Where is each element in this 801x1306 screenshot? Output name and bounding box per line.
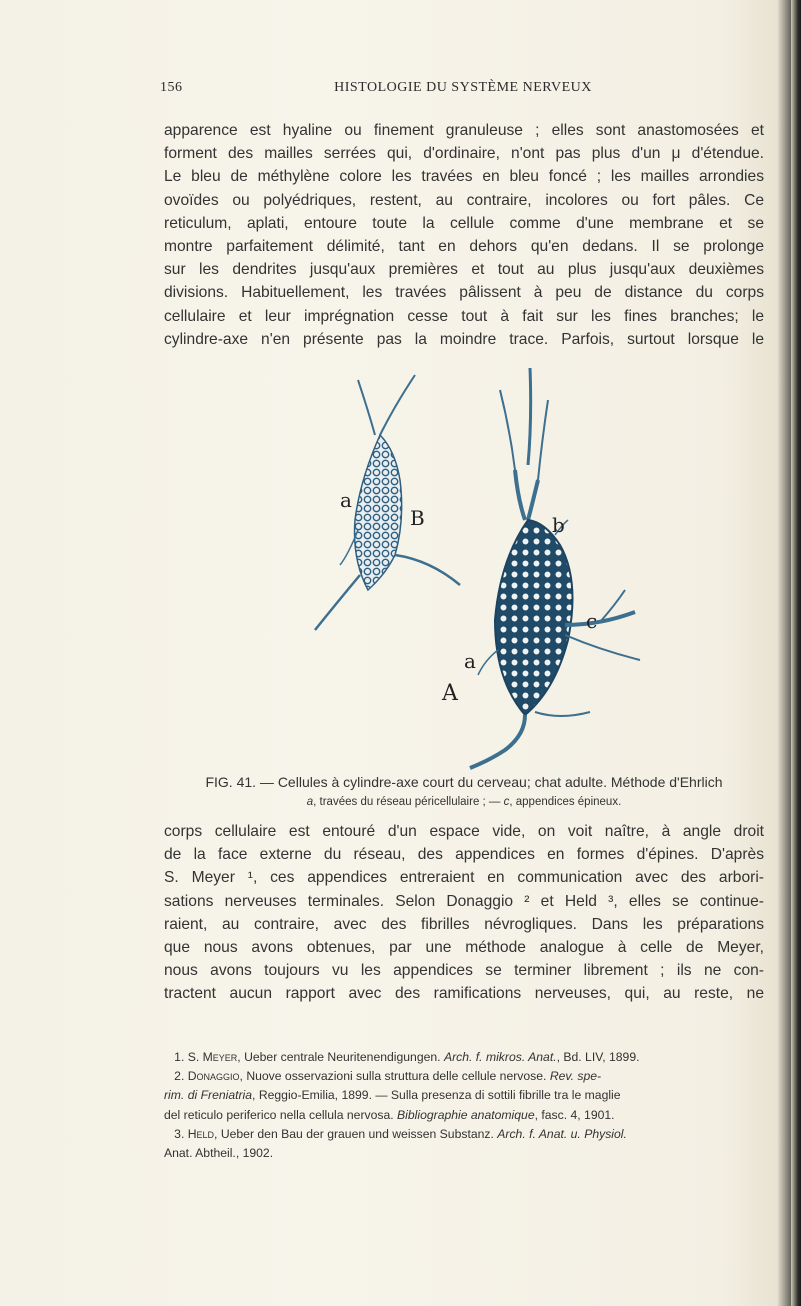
page-number: 156 <box>160 80 183 95</box>
footnote-text: del reticulo periferico nella cellula nervosa. <box>164 1107 398 1122</box>
footnote-text: , Ueber den Bau der grauen und weissen Substanz. <box>214 1126 498 1141</box>
footnote-3 <box>164 1125 764 1163</box>
text-line: sations nerveuses terminales. Selon Donaggio ² et Held ³, elles se continue- <box>164 892 764 910</box>
text-line: que nous avons obtenues, par une méthode analogue à celle de Meyer, <box>164 938 764 956</box>
footnote-number: 3. <box>174 1126 185 1141</box>
footnote-1 <box>164 1048 764 1067</box>
paragraph-top <box>164 119 764 351</box>
footnote-number: 1. <box>174 1050 185 1064</box>
footnote-tail: Anat. Abtheil., 1902. <box>164 1146 274 1161</box>
footnote-author: Donaggio <box>187 1069 240 1084</box>
page-edge-shadow <box>791 0 801 1306</box>
text-line: apparence est hyaline ou finement granuleuse ; elles sont anastomosées et <box>164 122 764 139</box>
footnote-text: , Reggio-Emilia, 1899. — Sulla presenza di sottili fibrille tra le maglie <box>252 1088 621 1103</box>
text-line: sur les dendrites jusqu'aux premières et tout au plus jusqu'aux deuxièmes <box>164 261 764 279</box>
label-c: c <box>586 609 598 633</box>
text-line: corps cellulaire est entouré d'un espace vide, on voit naître, à angle droit <box>164 823 764 840</box>
caption-a-text: , travées du réseau péricellulaire ; — <box>313 796 504 808</box>
footnote-text: , Nuove osservazioni sulla struttura delle cellule nervose. <box>239 1069 550 1084</box>
footnote-2 <box>164 1067 764 1125</box>
footnote-journal: rim. di Freniatria <box>164 1088 253 1103</box>
text-line: cellulaire et leur imprégnation cesse tout à fait sur les fines branches; le <box>164 307 764 325</box>
label-a-left: a <box>340 488 352 512</box>
footnote-journal: Arch. f. mikros. Anat. <box>443 1050 557 1064</box>
caption-c-letter: c <box>503 796 510 808</box>
label-A: A <box>442 681 458 706</box>
footnote-tail: , fasc. 4, 1901. <box>534 1107 615 1122</box>
label-B: B <box>410 506 425 530</box>
cell-a <box>470 368 640 768</box>
text-line: reticulum, aplati, entoure toute la cellule comme d'une membrane et se <box>164 214 764 232</box>
text-line: tractent aucun rapport avec des ramifications nerveuses, qui, au reste, ne <box>164 985 764 1003</box>
footnote-author: S. Meyer <box>187 1050 238 1064</box>
text-line: Le bleu de méthylène colore les travées en bleu foncé ; les mailles arrondies <box>164 168 764 186</box>
footnote-journal: Bibliographie anatomique <box>397 1107 535 1122</box>
caption-main: FIG. 41. — Cellules à cylindre-axe court du cerveau; chat adulte. Méthode d'Ehrlich <box>205 774 723 790</box>
footnotes <box>164 1048 764 1163</box>
text-line: divisions. Habituellement, les travées pâlissent à peu de distance du corps <box>164 284 764 302</box>
cell-illustration <box>300 360 660 780</box>
page-header <box>160 80 766 104</box>
cell-b <box>315 375 460 630</box>
footnote-text: , Ueber centrale Neuritenendigungen. <box>237 1050 444 1064</box>
footnote-author: Held <box>187 1126 215 1141</box>
text-line: de la face externe du réseau, des appendices en formes d'épines. D'après <box>164 846 764 864</box>
footnote-tail: , Bd. LIV, 1899. <box>556 1050 640 1064</box>
running-title: HISTOLOGIE DU SYSTÈME NERVEUX <box>334 80 592 95</box>
figure-caption <box>164 772 764 812</box>
footnote-journal: Rev. spe- <box>549 1069 602 1084</box>
text-line: S. Meyer ¹, ces appendices entreraient en communication avec des arbori- <box>164 869 764 887</box>
caption-c-text: , appendices épineux. <box>509 796 622 808</box>
caption-sub <box>164 792 764 812</box>
text-line: ovoïdes ou polyédriques, restent, au contraire, incolores ou fort pâles. Ce <box>164 191 764 209</box>
label-b: b <box>552 513 565 537</box>
label-a-right: a <box>464 649 476 673</box>
text-line: cylindre-axe n'en présente pas la moindre trace. Parfois, surtout lorsque le <box>164 330 764 348</box>
text-line: forment des mailles serrées qui, d'ordinaire, n'ont pas plus d'un μ d'étendue. <box>164 145 764 163</box>
paragraph-bottom <box>164 820 764 1006</box>
caption-a-letter: a <box>306 796 314 808</box>
text-line: nous avons toujours vu les appendices se terminer librement ; ils ne con- <box>164 962 764 980</box>
figure-41 <box>300 360 660 780</box>
footnote-journal: Arch. f. Anat. u. Physiol. <box>497 1126 627 1141</box>
text-line: raient, au contraire, avec des fibrilles névrogliques. Dans les préparations <box>164 915 764 933</box>
text-line: montre parfaitement délimité, tant en dehors qu'en dedans. Il se prolonge <box>164 237 764 255</box>
footnote-number: 2. <box>174 1069 185 1084</box>
